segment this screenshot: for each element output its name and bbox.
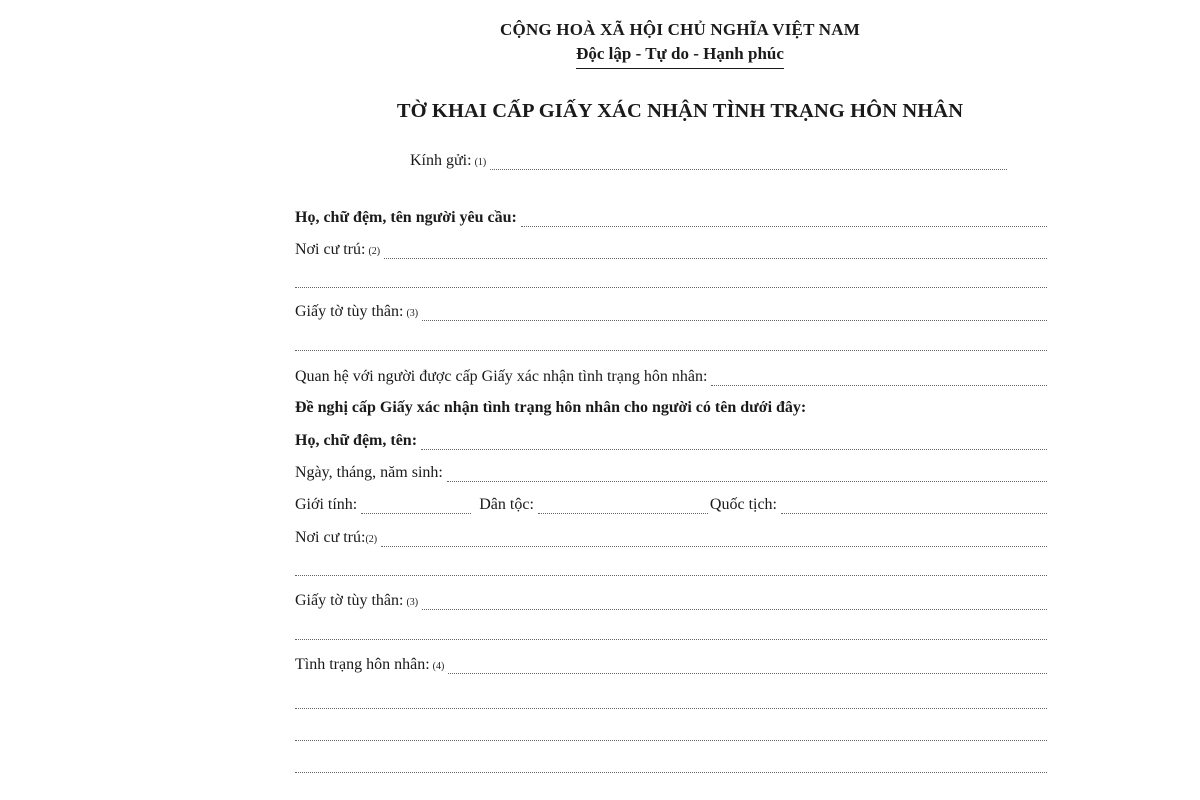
requester-id-note: (3): [406, 308, 419, 319]
recipient-label: Kính gửi:: [410, 152, 472, 169]
requester-residence-field-line-2[interactable]: [295, 287, 1047, 288]
recipient-field[interactable]: [490, 168, 1007, 170]
subject-dob-label: Ngày, tháng, năm sinh:: [295, 464, 443, 481]
subject-marital-label: Tình trạng hôn nhân:: [295, 656, 430, 673]
requester-id-field[interactable]: [422, 319, 1047, 321]
requester-name-label: Họ, chữ đệm, tên người yêu cầu:: [295, 209, 517, 226]
subject-id-note: (3): [406, 597, 419, 608]
request-statement: Đề nghị cấp Giấy xác nhận tình trạng hôn nhân cho người có tên dưới đây:: [295, 399, 807, 416]
subject-marital-field-line-2[interactable]: [295, 708, 1047, 709]
subject-id-field-line-2[interactable]: [295, 639, 1047, 640]
subject-ethnicity-field[interactable]: [538, 512, 708, 514]
subject-nationality-field[interactable]: [781, 512, 1047, 514]
requester-id-label: Giấy tờ tùy thân:: [295, 303, 404, 320]
request-statement-row: [295, 399, 1047, 421]
subject-residence-field[interactable]: [381, 545, 1047, 547]
subject-gender-field[interactable]: [361, 512, 471, 514]
subject-marital-field-line-3[interactable]: [295, 740, 1047, 741]
subject-demographics-row: [295, 496, 1047, 518]
subject-marital-row: [295, 656, 1047, 678]
subject-residence-field-line-2[interactable]: [295, 575, 1047, 576]
subject-marital-field-line-4[interactable]: [295, 772, 1047, 773]
requester-residence-row: [295, 241, 1047, 263]
subject-residence-row: [295, 529, 1047, 551]
requester-residence-label: Nơi cư trú:: [295, 241, 366, 258]
requester-relation-row: [295, 368, 1047, 390]
requester-residence-field[interactable]: [384, 257, 1047, 259]
requester-relation-field[interactable]: [711, 384, 1047, 386]
subject-gender-label: Giới tính:: [295, 496, 358, 513]
subject-id-field[interactable]: [422, 608, 1047, 610]
recipient-row: [410, 152, 1007, 174]
national-motto-wrap: [0, 44, 1200, 69]
subject-marital-field[interactable]: [448, 672, 1047, 674]
recipient-note: (1): [474, 157, 487, 168]
subject-dob-row: [295, 464, 1047, 486]
subject-id-label: Giấy tờ tùy thân:: [295, 592, 404, 609]
subject-name-field[interactable]: [421, 448, 1047, 450]
subject-residence-note: (2): [365, 534, 378, 545]
subject-name-row: [295, 432, 1047, 454]
subject-nationality-label: Quốc tịch:: [709, 496, 777, 513]
requester-name-field[interactable]: [521, 225, 1047, 227]
national-header: CỘNG HOÀ XÃ HỘI CHỦ NGHĨA VIỆT NAM: [500, 20, 860, 39]
form-title: TỜ KHAI CẤP GIẤY XÁC NHẬN TÌNH TRẠNG HÔN NHÂN: [396, 100, 964, 122]
subject-marital-note: (4): [432, 661, 445, 672]
subject-name-label: Họ, chữ đệm, tên:: [295, 432, 418, 449]
requester-name-row: [295, 209, 1047, 231]
requester-id-field-line-2[interactable]: [295, 350, 1047, 351]
subject-residence-label: Nơi cư trú:: [295, 529, 366, 546]
subject-ethnicity-label: Dân tộc:: [479, 496, 534, 513]
requester-id-row: [295, 303, 1047, 325]
requester-relation-label: Quan hệ với người được cấp Giấy xác nhận tình trạng hôn nhân:: [295, 368, 708, 385]
subject-id-row: [295, 592, 1047, 614]
requester-residence-note: (2): [368, 246, 381, 257]
subject-dob-field[interactable]: [447, 480, 1047, 482]
national-motto: Độc lập - Tự do - Hạnh phúc: [576, 44, 784, 69]
